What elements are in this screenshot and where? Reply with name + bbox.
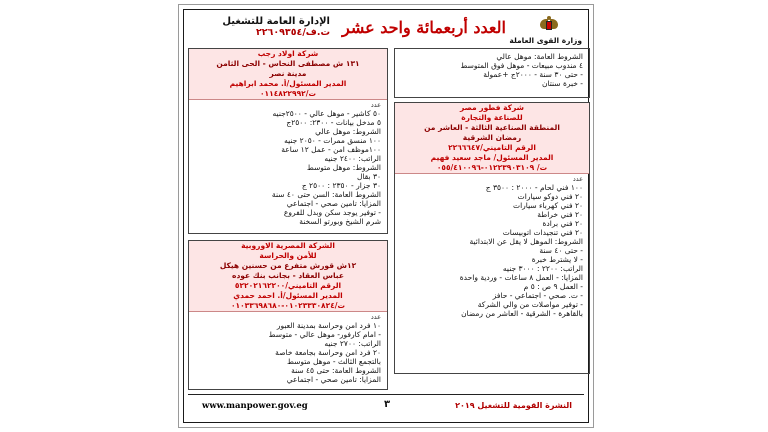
job-line: ٤ مندوب مبيعات - موهل فوق المتوسط bbox=[460, 61, 583, 70]
department-name: الإدارة العامة للتشغيل bbox=[222, 16, 330, 27]
job-line: المزايا: - العمل ٨ ساعات - وردية واحدة bbox=[459, 273, 583, 282]
job-line: - خبرة سنتان bbox=[541, 79, 583, 88]
bulletin-page bbox=[178, 4, 594, 428]
job-line: الشروط: الموهل لا يقل عن الابتدائية bbox=[469, 237, 583, 246]
job-line: المزايا: تامين صحي - اجتماعي bbox=[286, 375, 381, 384]
company-address-1: المنطقة الصناعية الثالثة - العاشر من bbox=[424, 123, 560, 132]
job-line: عدد bbox=[370, 101, 381, 109]
job-line: الشروط: موهل متوسط bbox=[306, 163, 381, 172]
job-line: ٢٠ فرد امن وحراسة بجامعة خاصة bbox=[275, 348, 381, 357]
company-header bbox=[189, 241, 387, 312]
job-line: ٥ مدخل بيانات - ٢٣٠٠: ٢٥٠٠ج bbox=[286, 118, 381, 127]
job-line: ١٠ فرد امن وحراسة بمدينة العبور bbox=[276, 321, 381, 330]
page-number: ٣ bbox=[384, 399, 391, 410]
job-line: ١٠٠ منسق ممرات - ٢٠٥٠ جنيه bbox=[284, 136, 381, 145]
job-list bbox=[395, 49, 589, 89]
department-phone: ت.ف/٢٢٦٠٩٣٥٤ bbox=[255, 27, 330, 38]
company-manager: المدير المسئول/ ماجد سعيد فهيم bbox=[430, 153, 554, 162]
company-phone: ت/٠١٠٢٣٣٣٠٨٢٤-٠١٠٣٣٦٩٨٦٨٠ bbox=[230, 301, 346, 310]
page-footer bbox=[188, 394, 584, 418]
company-tax-number: الرقم التاميني/٢٢٦٦٦٤٧ bbox=[448, 143, 536, 152]
eagle-emblem-icon bbox=[540, 16, 558, 36]
job-box-misr bbox=[394, 102, 590, 374]
job-line: الراتب: ٢٢٠٠ : ٣٠٠٠ جنيه bbox=[502, 264, 583, 273]
company-phone: ت/ ٠١٢٢٣٩٠٣١٠٩-٠٥٥/٤١٠٠٩٦ bbox=[436, 163, 548, 172]
company-name: شركة اولاد رجب bbox=[257, 49, 319, 58]
company-name: شركة فطور مصر bbox=[459, 103, 525, 112]
job-line: - لا يشترط خبرة bbox=[531, 255, 583, 264]
job-line: عدد bbox=[572, 175, 583, 183]
job-line: ٣٠ بقال bbox=[356, 172, 381, 181]
job-line: الشروط العامة: السن حتى ٤٠ سنة bbox=[271, 190, 381, 199]
company-address-2: رمضان الشرقية bbox=[462, 133, 522, 142]
company-subtitle: للأمن والحراسة bbox=[259, 251, 317, 260]
job-line: بالتجمع الثالث - موهل متوسط bbox=[287, 357, 381, 366]
job-line: الشروط العامة: موهل عالي bbox=[496, 52, 583, 61]
website-link[interactable]: www.manpower.gov.eg bbox=[202, 401, 308, 411]
company-manager: المدير المسئول/أ. محمد ابراهيم bbox=[229, 79, 347, 88]
job-line: الراتب: ٢٤٠٠ جنيه bbox=[324, 154, 381, 163]
company-address-2: عباس العقاد - بجانب بنك عوده bbox=[232, 271, 344, 280]
job-line: - امام كارفور- موهل عالي - متوسط bbox=[268, 330, 381, 339]
job-line: بالقاهرة - الشرقية - العاشر من رمضان bbox=[461, 309, 583, 318]
page-frame bbox=[183, 9, 589, 423]
job-list bbox=[395, 174, 589, 319]
company-name-2: للصناعة والتجارة bbox=[461, 113, 523, 122]
job-line: - ت. صحي - اجتماعي - حافز bbox=[492, 291, 583, 300]
job-line: - توفير يوجد سكن وبدل للفروع bbox=[283, 208, 381, 217]
job-line: الشروط: موهل عالي bbox=[315, 127, 381, 136]
publication-name: النشرة القومية للتشغيل ٢٠١٩ bbox=[455, 401, 572, 410]
company-manager: المدير المسئول/أ. احمد حمدي bbox=[233, 291, 343, 300]
job-line: ١٠٠ فني لحام - ٢٠٠٠ : ٣٥٠٠ ج bbox=[485, 183, 583, 192]
job-line: ٢٠ فني دوكو سيارات bbox=[517, 192, 583, 201]
job-line: ٢٠ فني تنجيدات اتوبيسات bbox=[502, 228, 583, 237]
job-line: ٣٠ جزار - ٢٣٥٠ : ٢٥٠٠ ج bbox=[301, 181, 381, 190]
company-tax-number: الرقم التاميني/٥٢٢٠٢١٦٢٢٠٠ bbox=[234, 281, 342, 290]
issue-title: العدد أربعمائة واحد عشر bbox=[342, 18, 506, 37]
job-box-continued bbox=[394, 48, 590, 98]
job-line: شرم الشيخ وبورتو السخنة bbox=[299, 217, 381, 226]
job-line: - توفير مواصلات من والي الشركة bbox=[477, 300, 583, 309]
job-line: ١٠٠موظف امن - عمل ١٢ ساعة bbox=[281, 145, 381, 154]
job-box-security bbox=[188, 240, 388, 390]
job-list bbox=[189, 312, 387, 385]
company-header bbox=[189, 49, 387, 100]
ministry-name: وزارة القوى العاملة bbox=[509, 36, 582, 45]
job-box-awlad-ragab bbox=[188, 48, 388, 234]
company-address-2: مدينة نصر bbox=[269, 69, 307, 78]
job-line: المزايا: تامين صحي - اجتماعي bbox=[286, 199, 381, 208]
job-line: ٥٠ كاشير - موهل عالي - ٢٥٠٠جنيه bbox=[272, 109, 381, 118]
job-line: ٢٠ فني كهرباء سيارات bbox=[513, 201, 583, 210]
job-list bbox=[189, 100, 387, 227]
job-line: ٢٠ فني خراطة bbox=[537, 210, 583, 219]
company-name: الشركة المصرية الاوروبية bbox=[241, 241, 335, 250]
header-department bbox=[190, 16, 330, 38]
job-line: عدد bbox=[370, 313, 381, 321]
job-line: الراتب: ٢٧٠٠ جنيه bbox=[324, 339, 381, 348]
company-header bbox=[395, 103, 589, 174]
company-address-1: ١٢ش قورش متفرع من حسنين هيكل bbox=[219, 261, 357, 270]
job-line: - حتى ٣٠ سنة - ٢٠٠٠ج +عمولة bbox=[483, 70, 583, 79]
header-ministry bbox=[509, 16, 582, 45]
job-line: - حتى ٤٠ سنة bbox=[539, 246, 583, 255]
job-line: - العمل ٩ ص : ٥ م bbox=[523, 282, 583, 291]
job-line: ٢٠ فني برادة bbox=[542, 219, 583, 228]
company-address-1: ١٣١ ش مصطفى النحاس - الحى الثامن bbox=[216, 59, 360, 68]
job-line: الشروط العامة: حتى ٤٥ سنة bbox=[291, 366, 381, 375]
company-phone: ت/٠١١٤٨٢٢٩٩٢ bbox=[259, 89, 317, 98]
